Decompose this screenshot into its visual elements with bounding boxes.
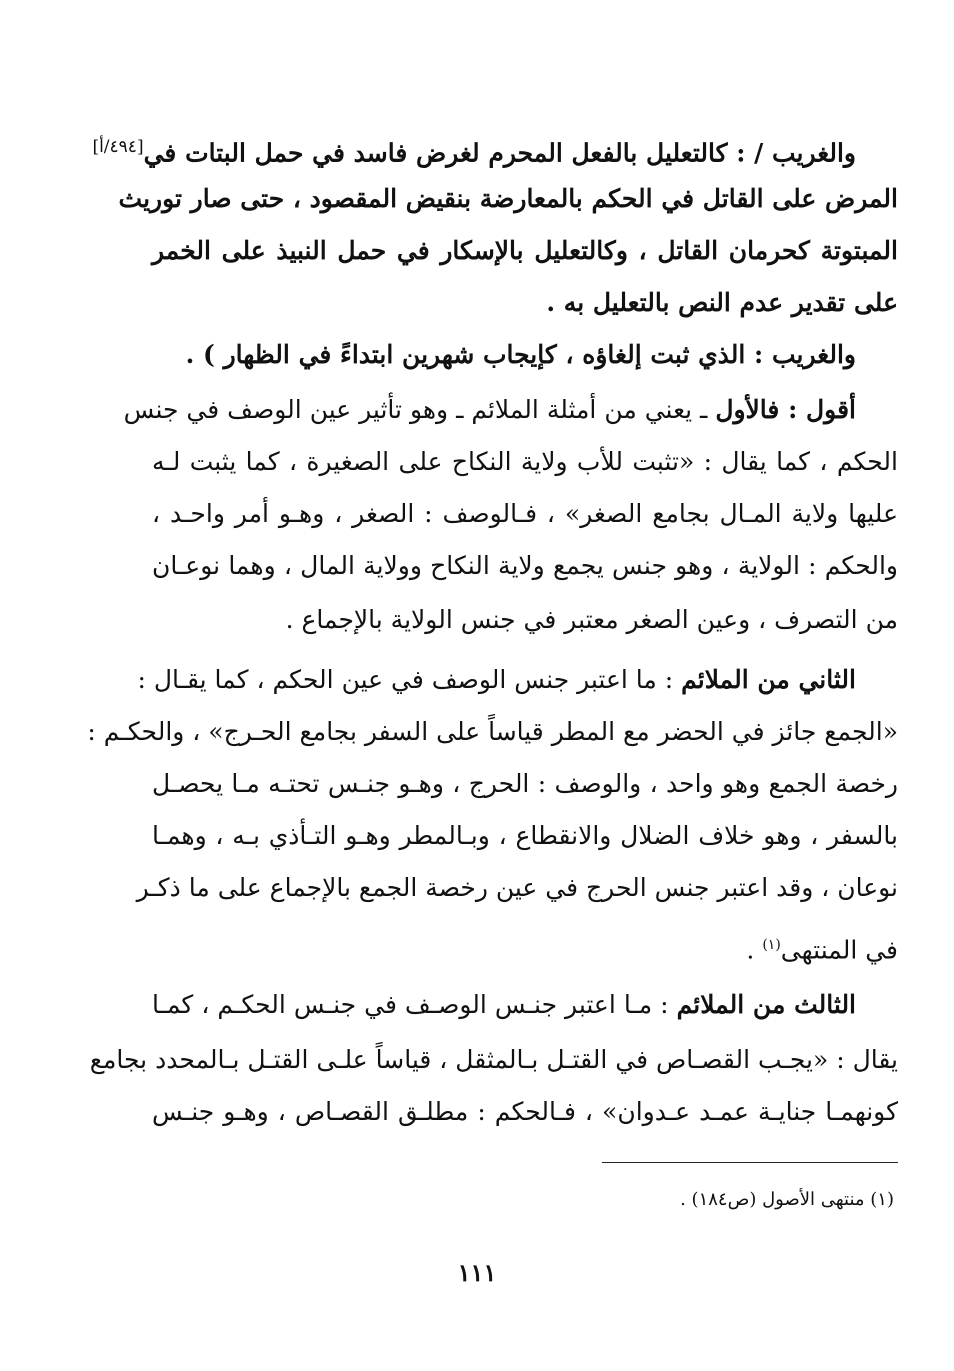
line-1-text: والغريب / : كالتعليل بالفعل المحرم لغرض فاسد في حمل البتات في bbox=[143, 138, 856, 168]
line-8-text: عليها ولاية المـال بجامع الصغر» ، فـالوصف : الصغر ، وهـو أمر واحـد ، bbox=[152, 499, 898, 528]
text-line-19 bbox=[152, 1092, 898, 1132]
text-line-4 bbox=[546, 283, 898, 323]
footnote-separator bbox=[602, 1162, 898, 1163]
text-line-5 bbox=[186, 335, 856, 375]
line-2-text: المرض على القاتل في الحكم بالمعارضة بنقيض المقصود ، حتى صار توريث bbox=[118, 184, 898, 213]
line-11-lead: الثاني من الملائم bbox=[681, 665, 856, 694]
line-12-text: «الجمع جائز في الحضر مع المطر قياساً على السفر بجامع الحـرج» ، والحكـم : bbox=[87, 717, 898, 746]
line-15-text: نوعان ، وقد اعتبر جنس الحرج في عين رخصة الجمع بالإجماع على ما ذكـر bbox=[136, 873, 898, 902]
text-line-12 bbox=[87, 712, 898, 752]
text-line-2 bbox=[118, 179, 898, 219]
text-line-13 bbox=[152, 764, 898, 804]
line-13-text: رخصة الجمع وهو واحد ، والوصف : الحرج ، وهـو جنـس تحتـه مـا يحصـل bbox=[152, 769, 898, 798]
text-line-7 bbox=[152, 442, 898, 482]
text-line-1 bbox=[92, 127, 856, 168]
text-line-6 bbox=[123, 390, 856, 430]
line-6-lead: أقول : فالأول bbox=[715, 395, 856, 424]
line-10-text: من التصرف ، وعين الصغر معتبر في جنس الولاية بالإجماع . bbox=[285, 605, 898, 634]
line-14-text: بالسفر ، وهو خلاف الضلال والانقطاع ، وبـالمطر وهـو التـأذي بـه ، وهمـا bbox=[152, 821, 898, 850]
line-16-tail: . bbox=[746, 935, 763, 965]
text-line-17 bbox=[152, 985, 856, 1025]
text-line-8 bbox=[152, 494, 898, 534]
line-4-text: على تقدير عدم النص بالتعليل به . bbox=[546, 288, 898, 317]
text-line-10 bbox=[286, 600, 898, 640]
line-9-text: والحكم : الولاية ، وهو جنس يجمع ولاية النكاح وولاية المال ، وهما نوعـان bbox=[152, 551, 898, 580]
line-5-text: والغريب : الذي ثبت إلغاؤه ، كإيجاب شهرين ابتداءً في الظهار ) . bbox=[185, 340, 856, 369]
text-line-3 bbox=[152, 231, 898, 271]
line-18-text: يقال : «يجـب القصـاص في القتـل بـالمثقل ، قياساً علـى القتـل بـالمحدد بجامع bbox=[89, 1045, 898, 1074]
page-number: ١١١ bbox=[457, 1258, 497, 1287]
footnote-reference: (١) bbox=[762, 937, 781, 953]
line-19-text: كونهمـا جنايـة عمـد عـدوان» ، فـالحكم : مطلـق القصـاص ، وهـو جنـس bbox=[152, 1097, 898, 1126]
line-11-text: : ما اعتبر جنس الوصف في عين الحكم ، كما يقـال : bbox=[137, 665, 682, 694]
line-16-text: في المنتهى bbox=[780, 935, 898, 965]
line-7-text: الحكم ، كما يقال : «تثبت للأب ولاية النكاح على الصغيرة ، كما يثبت لـه bbox=[152, 447, 898, 476]
text-line-14 bbox=[152, 816, 898, 856]
text-line-15 bbox=[136, 868, 898, 908]
footnote: (١) منتهى الأصول (ص١٨٤) . bbox=[680, 1189, 894, 1210]
line-6-text: ـ يعني من أمثلة الملائم ـ وهو تأثير عين الوصف في جنس bbox=[123, 395, 716, 424]
text-line-11 bbox=[137, 660, 856, 700]
manuscript-folio-marker: [٤٩٤/أ] bbox=[92, 137, 144, 157]
line-3-text: المبتوتة كحرمان القاتل ، وكالتعليل بالإسكار في حمل النبيذ على الخمر bbox=[152, 236, 898, 265]
text-line-18 bbox=[89, 1040, 898, 1080]
text-line-16 bbox=[746, 925, 898, 965]
text-line-9 bbox=[152, 546, 898, 586]
line-17-lead: الثالث من الملائم bbox=[676, 990, 857, 1019]
line-17-text: : مـا اعتبر جنـس الوصـف في جنـس الحكـم ، كمـا bbox=[152, 990, 677, 1019]
